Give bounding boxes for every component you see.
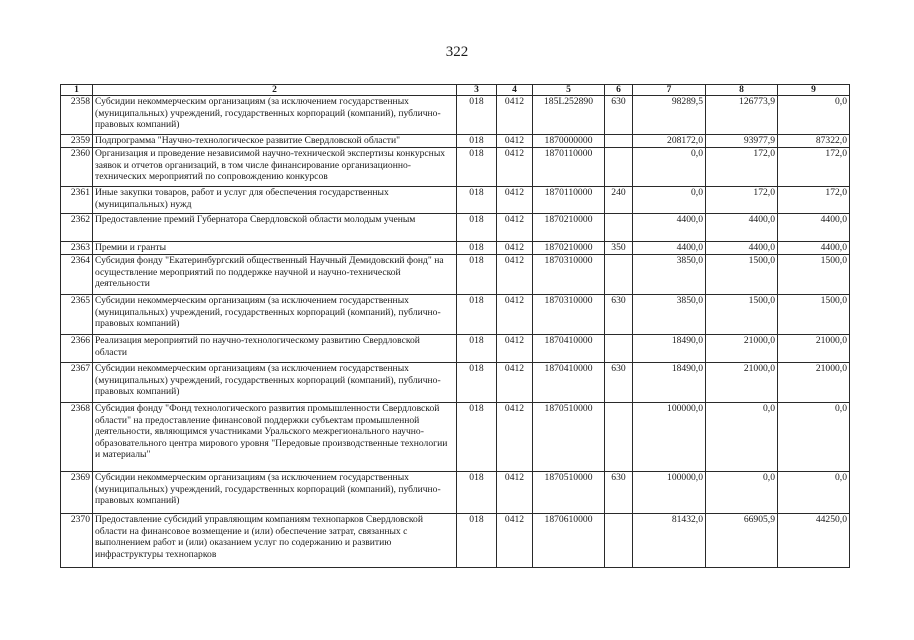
row-description: Предоставление премий Губернатора Свердловской области молодым ученым — [93, 214, 457, 242]
expense-type-code: 630 — [605, 295, 633, 335]
row-description: Премии и гранты — [93, 242, 457, 255]
expense-type-code: 240 — [605, 187, 633, 214]
amount-col7: 100000,0 — [633, 403, 706, 472]
amount-col9: 0,0 — [778, 472, 850, 514]
amount-col8: 4400,0 — [706, 242, 778, 255]
target-article-code: 1870610000 — [533, 514, 605, 568]
table-row — [61, 96, 850, 135]
amount-col9: 172,0 — [778, 148, 850, 187]
ministry-code: 018 — [457, 214, 497, 242]
amount-col7: 0,0 — [633, 187, 706, 214]
section-code: 0412 — [497, 514, 533, 568]
table-row — [61, 148, 850, 187]
section-code: 0412 — [497, 295, 533, 335]
table-row — [61, 255, 850, 295]
amount-col7: 208172,0 — [633, 135, 706, 148]
table-row — [61, 295, 850, 335]
header-cell: 2 — [93, 85, 457, 96]
amount-col7: 3850,0 — [633, 295, 706, 335]
row-number: 2358 — [61, 96, 93, 135]
row-description: Организация и проведение независимой научно-технической экспертизы конкурсных заявок и отчетов организаций, в том числе финансирование организационно-технических мероприятий по сопровождению конкурсов — [93, 148, 457, 187]
amount-col7: 18490,0 — [633, 335, 706, 363]
expense-type-code — [605, 514, 633, 568]
row-number: 2370 — [61, 514, 93, 568]
table-row — [61, 135, 850, 148]
table-row — [61, 514, 850, 568]
ministry-code: 018 — [457, 472, 497, 514]
ministry-code: 018 — [457, 363, 497, 403]
row-number: 2359 — [61, 135, 93, 148]
ministry-code: 018 — [457, 242, 497, 255]
expense-type-code — [605, 335, 633, 363]
amount-col9: 87322,0 — [778, 135, 850, 148]
header-cell: 3 — [457, 85, 497, 96]
row-number: 2365 — [61, 295, 93, 335]
amount-col9: 1500,0 — [778, 255, 850, 295]
ministry-code: 018 — [457, 96, 497, 135]
table-row — [61, 242, 850, 255]
row-description: Субсидия фонду "Екатеринбургский общественный Научный Демидовский фонд" на осуществление мероприятий по поддержке научной и научно-технической деятельности — [93, 255, 457, 295]
amount-col9: 21000,0 — [778, 363, 850, 403]
expense-type-code — [605, 148, 633, 187]
section-code: 0412 — [497, 472, 533, 514]
table-row — [61, 403, 850, 472]
header-row — [61, 85, 850, 96]
target-article-code: 1870210000 — [533, 242, 605, 255]
expense-type-code — [605, 135, 633, 148]
header-cell: 7 — [633, 85, 706, 96]
amount-col8: 0,0 — [706, 403, 778, 472]
ministry-code: 018 — [457, 335, 497, 363]
amount-col9: 44250,0 — [778, 514, 850, 568]
table-row — [61, 472, 850, 514]
amount-col8: 172,0 — [706, 187, 778, 214]
amount-col7: 4400,0 — [633, 214, 706, 242]
amount-col8: 172,0 — [706, 148, 778, 187]
row-number: 2369 — [61, 472, 93, 514]
amount-col7: 100000,0 — [633, 472, 706, 514]
row-number: 2360 — [61, 148, 93, 187]
ministry-code: 018 — [457, 255, 497, 295]
budget-table — [60, 84, 850, 568]
section-code: 0412 — [497, 187, 533, 214]
table-row — [61, 214, 850, 242]
amount-col8: 21000,0 — [706, 335, 778, 363]
expense-type-code: 630 — [605, 96, 633, 135]
row-description: Субсидии некоммерческим организациям (за исключением государственных (муниципальных) учреждений, государственных корпораций (компаний), публично-правовых компаний) — [93, 96, 457, 135]
amount-col8: 126773,9 — [706, 96, 778, 135]
row-number: 2363 — [61, 242, 93, 255]
amount-col8: 4400,0 — [706, 214, 778, 242]
header-cell: 1 — [61, 85, 93, 96]
ministry-code: 018 — [457, 135, 497, 148]
header-cell: 6 — [605, 85, 633, 96]
amount-col9: 0,0 — [778, 403, 850, 472]
expense-type-code — [605, 255, 633, 295]
target-article-code: 185L252890 — [533, 96, 605, 135]
target-article-code: 1870110000 — [533, 187, 605, 214]
expense-type-code: 350 — [605, 242, 633, 255]
header-cell: 8 — [706, 85, 778, 96]
expense-type-code — [605, 403, 633, 472]
expense-type-code — [605, 214, 633, 242]
expense-type-code: 630 — [605, 472, 633, 514]
amount-col8: 21000,0 — [706, 363, 778, 403]
section-code: 0412 — [497, 242, 533, 255]
row-description: Иные закупки товаров, работ и услуг для обеспечения государственных (муниципальных) нужд — [93, 187, 457, 214]
amount-col9: 172,0 — [778, 187, 850, 214]
section-code: 0412 — [497, 135, 533, 148]
row-description: Подпрограмма "Научно-технологическое развитие Свердловской области" — [93, 135, 457, 148]
expense-type-code: 630 — [605, 363, 633, 403]
amount-col9: 1500,0 — [778, 295, 850, 335]
amount-col8: 1500,0 — [706, 295, 778, 335]
table-row — [61, 187, 850, 214]
target-article-code: 1870410000 — [533, 335, 605, 363]
table-row — [61, 335, 850, 363]
target-article-code: 1870510000 — [533, 472, 605, 514]
amount-col7: 0,0 — [633, 148, 706, 187]
amount-col9: 0,0 — [778, 96, 850, 135]
row-number: 2364 — [61, 255, 93, 295]
amount-col7: 81432,0 — [633, 514, 706, 568]
header-cell: 9 — [778, 85, 850, 96]
ministry-code: 018 — [457, 403, 497, 472]
header-cell: 5 — [533, 85, 605, 96]
row-description: Субсидии некоммерческим организациям (за исключением государственных (муниципальных) учреждений, государственных корпораций (компаний), публично-правовых компаний) — [93, 363, 457, 403]
header-cell: 4 — [497, 85, 533, 96]
amount-col8: 1500,0 — [706, 255, 778, 295]
section-code: 0412 — [497, 148, 533, 187]
amount-col9: 4400,0 — [778, 242, 850, 255]
target-article-code: 1870000000 — [533, 135, 605, 148]
section-code: 0412 — [497, 363, 533, 403]
row-description: Субсидии некоммерческим организациям (за исключением государственных (муниципальных) учреждений, государственных корпораций (компаний), публично-правовых компаний) — [93, 295, 457, 335]
amount-col9: 21000,0 — [778, 335, 850, 363]
target-article-code: 1870310000 — [533, 295, 605, 335]
ministry-code: 018 — [457, 148, 497, 187]
row-description: Субсидия фонду "Фонд технологического развития промышленности Свердловской области" на предоставление финансовой поддержки субъектам промышленной деятельности, являющимся участниками Уральского межрегионального научно-образовательного центра мирового уровня "Передовые производственные технологии и материалы" — [93, 403, 457, 472]
target-article-code: 1870310000 — [533, 255, 605, 295]
row-number: 2366 — [61, 335, 93, 363]
section-code: 0412 — [497, 335, 533, 363]
amount-col8: 66905,9 — [706, 514, 778, 568]
amount-col7: 4400,0 — [633, 242, 706, 255]
amount-col7: 3850,0 — [633, 255, 706, 295]
row-description: Субсидии некоммерческим организациям (за исключением государственных (муниципальных) учреждений, государственных корпораций (компаний), публично-правовых компаний) — [93, 472, 457, 514]
ministry-code: 018 — [457, 514, 497, 568]
amount-col8: 0,0 — [706, 472, 778, 514]
page-number: 322 — [445, 44, 469, 60]
target-article-code: 1870510000 — [533, 403, 605, 472]
ministry-code: 018 — [457, 187, 497, 214]
row-description: Предоставление субсидий управляющим компаниям технопарков Свердловской области на финансовое возмещение и (или) обеспечение затрат, связанных с выполнением работ и (или) оказанием услуг по содержанию и развитию инфраструктуры технопарков — [93, 514, 457, 568]
section-code: 0412 — [497, 214, 533, 242]
row-number: 2362 — [61, 214, 93, 242]
target-article-code: 1870410000 — [533, 363, 605, 403]
table-row — [61, 363, 850, 403]
amount-col9: 4400,0 — [778, 214, 850, 242]
amount-col7: 98289,5 — [633, 96, 706, 135]
amount-col7: 18490,0 — [633, 363, 706, 403]
section-code: 0412 — [497, 403, 533, 472]
section-code: 0412 — [497, 255, 533, 295]
row-number: 2367 — [61, 363, 93, 403]
target-article-code: 1870110000 — [533, 148, 605, 187]
target-article-code: 1870210000 — [533, 214, 605, 242]
ministry-code: 018 — [457, 295, 497, 335]
row-number: 2361 — [61, 187, 93, 214]
amount-col8: 93977,9 — [706, 135, 778, 148]
row-description: Реализация мероприятий по научно-технологическому развитию Свердловской области — [93, 335, 457, 363]
row-number: 2368 — [61, 403, 93, 472]
section-code: 0412 — [497, 96, 533, 135]
